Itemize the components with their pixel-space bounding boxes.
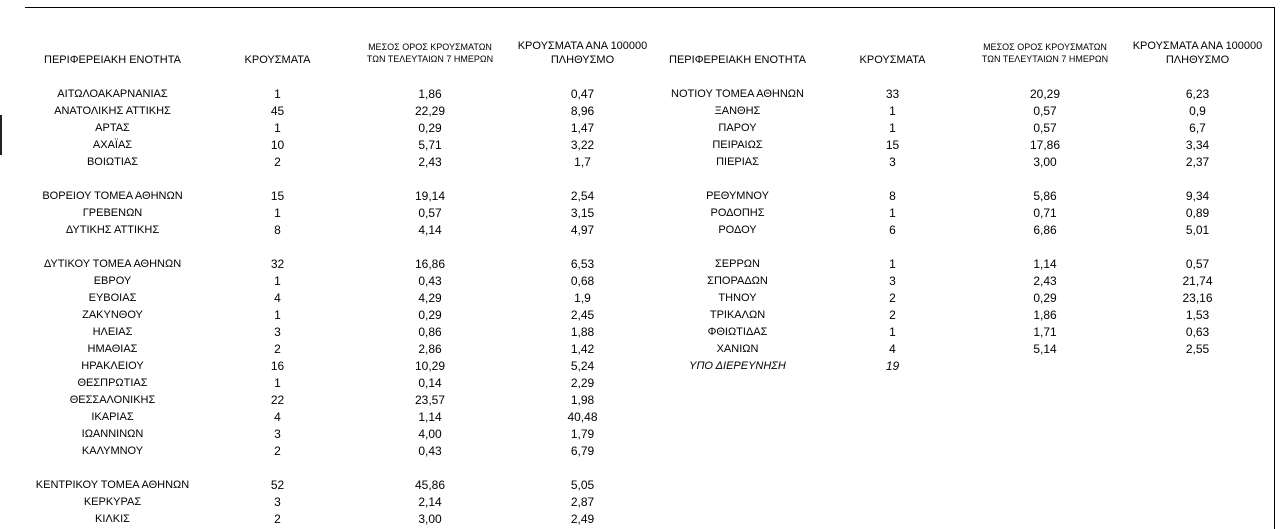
right-cell-per100k: 3,34 — [1185, 138, 1210, 152]
left-cell-region: ΒΟΙΩΤΙΑΣ — [86, 156, 139, 168]
header-avg7-line1: ΜΕΣΟΣ ΟΡΟΣ ΚΡΟΥΣΜΑΤΩΝ — [983, 42, 1107, 52]
left-cell-avg7: 0,86 — [418, 325, 442, 339]
left-cell-avg7: 0,43 — [418, 274, 442, 288]
right-cell-avg7: 0,71 — [1033, 206, 1057, 220]
left-cell-cases: 16 — [270, 359, 285, 373]
left-cell-per100k: 0,47 — [570, 87, 595, 101]
header-avg7-left — [350, 41, 510, 65]
right-cell-cases: 15 — [885, 138, 900, 152]
right-cell-per100k: 9,34 — [1185, 189, 1210, 203]
left-cell-region: ΕΥΒΟΙΑΣ — [88, 292, 137, 304]
right-cell-avg7: 6,86 — [1033, 223, 1057, 237]
left-cell-per100k: 1,98 — [570, 393, 595, 407]
left-cell-avg7: 0,29 — [418, 121, 442, 135]
left-cell-avg7: 45,86 — [414, 478, 446, 492]
right-cell-region: ΣΠΟΡΑΔΩΝ — [707, 275, 768, 287]
left-cell-cases: 1 — [274, 274, 281, 288]
left-cell-per100k: 4,97 — [570, 223, 595, 237]
left-cell-region: ΚΑΛΥΜΝΟΥ — [81, 445, 144, 457]
right-cell-cases: 1 — [889, 325, 896, 339]
header-region-right: ΠΕΡΙΦΕΡΕΙΑΚΗ ΕΝΟΤΗΤΑ — [669, 54, 806, 66]
left-cell-cases: 3 — [274, 495, 281, 509]
left-cell-per100k: 6,79 — [570, 444, 595, 458]
left-cell-cases: 2 — [274, 155, 281, 169]
right-cell-cases: 6 — [889, 223, 896, 237]
left-cell-cases: 8 — [274, 223, 281, 237]
right-cell-per100k: 0,9 — [1189, 104, 1206, 118]
left-cell-avg7: 4,29 — [418, 291, 442, 305]
left-cell-region: ΗΜΑΘΙΑΣ — [87, 343, 138, 355]
left-cell-region: ΔΥΤΙΚΗΣ ΑΤΤΙΚΗΣ — [65, 224, 160, 236]
left-cell-cases: 52 — [270, 478, 285, 492]
header-per100k-left — [500, 39, 665, 67]
left-cell-cases: 10 — [270, 138, 285, 152]
right-cell-region: ΤΡΙΚΑΛΩΝ — [709, 309, 766, 321]
left-cell-per100k: 2,54 — [570, 189, 595, 203]
right-cell-cases: 1 — [889, 104, 896, 118]
right-cell-region: ΦΘΙΩΤΙΔΑΣ — [707, 326, 768, 338]
left-cell-cases: 1 — [274, 308, 281, 322]
left-cell-cases: 1 — [274, 87, 281, 101]
header-cases-right: ΚΡΟΥΣΜΑΤΑ — [859, 54, 926, 66]
left-cell-avg7: 2,14 — [418, 495, 442, 509]
right-cell-per100k: 1,53 — [1185, 308, 1210, 322]
right-cell-per100k: 2,55 — [1185, 342, 1210, 356]
right-cell-cases: 19 — [885, 359, 900, 373]
left-cell-region: ΚΙΛΚΙΣ — [95, 513, 130, 525]
left-cell-cases: 15 — [270, 189, 285, 203]
right-cell-avg7: 0,57 — [1033, 104, 1057, 118]
right-cell-avg7: 1,86 — [1033, 308, 1057, 322]
top-border-rule — [25, 7, 1275, 8]
left-cell-region: ΘΕΣΣΑΛΟΝΙΚΗΣ — [69, 394, 156, 406]
right-cell-avg7: 3,00 — [1033, 155, 1057, 169]
left-cell-avg7: 16,86 — [414, 257, 446, 271]
left-cell-per100k: 8,96 — [570, 104, 595, 118]
left-cell-per100k: 2,49 — [570, 512, 595, 526]
right-cell-cases: 3 — [889, 155, 896, 169]
left-cell-per100k: 1,79 — [570, 427, 595, 441]
right-cell-per100k: 0,63 — [1185, 325, 1210, 339]
left-cell-cases: 2 — [274, 342, 281, 356]
left-cell-cases: 3 — [274, 325, 281, 339]
left-cell-avg7: 0,43 — [418, 444, 442, 458]
left-cell-region: ΑΡΤΑΣ — [95, 122, 130, 134]
right-cell-per100k: 6,7 — [1189, 121, 1206, 135]
header-region-left: ΠΕΡΙΦΕΡΕΙΑΚΗ ΕΝΟΤΗΤΑ — [44, 54, 181, 66]
right-cell-cases: 1 — [889, 121, 896, 135]
header-avg7-line2: ΤΩΝ ΤΕΛΕΥΤΑΙΩΝ 7 ΗΜΕΡΩΝ — [366, 54, 494, 64]
left-cell-cases: 1 — [274, 206, 281, 220]
header-avg7-right — [965, 41, 1125, 65]
left-cell-cases: 1 — [274, 121, 281, 135]
left-cell-per100k: 1,42 — [570, 342, 595, 356]
left-cell-region: ΓΡΕΒΕΝΩΝ — [82, 207, 143, 219]
left-cell-per100k: 40,48 — [567, 410, 598, 424]
right-cell-avg7: 2,43 — [1033, 274, 1057, 288]
left-cell-region: ΕΒΡΟΥ — [93, 275, 132, 287]
right-cell-avg7: 0,29 — [1033, 291, 1057, 305]
right-cell-region: ΧΑΝΙΩΝ — [716, 343, 759, 355]
left-cell-avg7: 10,29 — [414, 359, 446, 373]
right-cell-region: ΠΕΙΡΑΙΩΣ — [712, 139, 763, 151]
left-cell-region: ΗΛΕΙΑΣ — [92, 326, 133, 338]
right-cell-per100k: 23,16 — [1182, 291, 1213, 305]
right-cell-region: ΥΠΟ ΔΙΕΡΕΥΝΗΣΗ — [689, 360, 786, 372]
left-cell-region: ΚΕΡΚΥΡΑΣ — [83, 496, 142, 508]
left-cell-avg7: 4,00 — [418, 427, 442, 441]
right-cell-avg7: 0,57 — [1033, 121, 1057, 135]
right-cell-avg7: 1,71 — [1033, 325, 1057, 339]
header-avg7-line1: ΜΕΣΟΣ ΟΡΟΣ ΚΡΟΥΣΜΑΤΩΝ — [368, 42, 492, 52]
right-cell-per100k: 5,01 — [1185, 223, 1210, 237]
right-cell-region: ΞΑΝΘΗΣ — [714, 105, 761, 117]
left-cell-avg7: 2,86 — [418, 342, 442, 356]
right-cell-region: ΡΕΘΥΜΝΟΥ — [706, 190, 769, 202]
left-cell-avg7: 0,57 — [418, 206, 442, 220]
left-cell-cases: 3 — [274, 427, 281, 441]
left-cell-per100k: 1,9 — [574, 291, 591, 305]
left-cell-cases: 2 — [274, 512, 281, 526]
left-cell-per100k: 3,22 — [570, 138, 595, 152]
right-cell-region: ΤΗΝΟΥ — [718, 292, 757, 304]
left-cell-region: ΙΚΑΡΙΑΣ — [91, 411, 134, 423]
right-cell-avg7: 5,86 — [1033, 189, 1057, 203]
left-cell-region: ΒΟΡΕΙΟΥ ΤΟΜΕΑ ΑΘΗΝΩΝ — [42, 190, 183, 202]
right-cell-cases: 8 — [889, 189, 896, 203]
left-cell-per100k: 2,45 — [570, 308, 595, 322]
right-cell-avg7: 17,86 — [1029, 138, 1061, 152]
left-cell-per100k: 2,87 — [570, 495, 595, 509]
left-cell-cases: 45 — [270, 104, 285, 118]
left-cell-cases: 2 — [274, 444, 281, 458]
right-cell-cases: 4 — [889, 342, 896, 356]
left-cell-per100k: 5,05 — [570, 478, 595, 492]
right-cell-cases: 3 — [889, 274, 896, 288]
right-cell-per100k: 6,23 — [1185, 87, 1210, 101]
right-cell-region: ΝΟΤΙΟΥ ΤΟΜΕΑ ΑΘΗΝΩΝ — [671, 88, 804, 100]
right-cell-per100k: 21,74 — [1182, 274, 1213, 288]
right-cell-region: ΠΑΡΟΥ — [718, 122, 757, 134]
left-cell-per100k: 6,53 — [570, 257, 595, 271]
left-cell-region: ΖΑΚΥΝΘΟΥ — [82, 309, 143, 321]
left-cell-avg7: 2,43 — [418, 155, 442, 169]
left-cell-region: ΘΕΣΠΡΩΤΙΑΣ — [77, 377, 148, 389]
left-cell-region: ΑΝΑΤΟΛΙΚΗΣ ΑΤΤΙΚΗΣ — [54, 105, 171, 117]
left-cell-region: ΑΧΑΪΑΣ — [92, 139, 133, 151]
left-cell-region: ΑΙΤΩΛΟΑΚΑΡΝΑΝΙΑΣ — [57, 88, 168, 100]
right-cell-region: ΠΙΕΡΙΑΣ — [716, 156, 759, 168]
left-cell-avg7: 4,14 — [418, 223, 442, 237]
header-per100k-line1: ΚΡΟΥΣΜΑΤΑ ΑΝΑ 100000 — [1132, 40, 1263, 52]
header-per100k-right — [1115, 39, 1280, 67]
right-cell-avg7: 1,14 — [1033, 257, 1057, 271]
left-edge-mark — [0, 115, 2, 155]
right-cell-per100k: 0,89 — [1185, 206, 1210, 220]
right-cell-cases: 2 — [889, 308, 896, 322]
header-avg7-line2: ΤΩΝ ΤΕΛΕΥΤΑΙΩΝ 7 ΗΜΕΡΩΝ — [981, 54, 1109, 64]
left-cell-cases: 4 — [274, 410, 281, 424]
right-cell-per100k: 0,57 — [1185, 257, 1210, 271]
right-cell-per100k: 2,37 — [1185, 155, 1210, 169]
left-cell-cases: 1 — [274, 376, 281, 390]
left-cell-per100k: 1,88 — [570, 325, 595, 339]
header-cases-left: ΚΡΟΥΣΜΑΤΑ — [244, 54, 311, 66]
left-cell-avg7: 1,14 — [418, 410, 442, 424]
left-cell-avg7: 22,29 — [414, 104, 446, 118]
right-cell-region: ΡΟΔΟΠΗΣ — [710, 207, 765, 219]
left-cell-cases: 32 — [270, 257, 285, 271]
right-cell-region: ΡΟΔΟΥ — [718, 224, 757, 236]
left-cell-avg7: 1,86 — [418, 87, 442, 101]
left-cell-region: ΚΕΝΤΡΙΚΟΥ ΤΟΜΕΑ ΑΘΗΝΩΝ — [35, 479, 190, 491]
left-cell-region: ΙΩΑΝΝΙΝΩΝ — [81, 428, 144, 440]
header-per100k-line1: ΚΡΟΥΣΜΑΤΑ ΑΝΑ 100000 — [517, 40, 648, 52]
left-cell-avg7: 23,57 — [414, 393, 446, 407]
left-cell-per100k: 1,7 — [574, 155, 591, 169]
header-per100k-line2: ΠΛΗΘΥΣΜΟ — [1165, 54, 1230, 66]
left-cell-per100k: 5,24 — [570, 359, 595, 373]
left-cell-region: ΔΥΤΙΚΟΥ ΤΟΜΕΑ ΑΘΗΝΩΝ — [43, 258, 182, 270]
left-cell-per100k: 2,29 — [570, 376, 595, 390]
right-cell-cases: 2 — [889, 291, 896, 305]
right-cell-cases: 1 — [889, 257, 896, 271]
left-cell-region: ΗΡΑΚΛΕΙΟΥ — [81, 360, 144, 372]
left-cell-per100k: 0,68 — [570, 274, 595, 288]
right-cell-avg7: 5,14 — [1033, 342, 1057, 356]
header-per100k-line2: ΠΛΗΘΥΣΜΟ — [550, 54, 615, 66]
left-cell-avg7: 19,14 — [414, 189, 446, 203]
right-cell-region: ΣΕΡΡΩΝ — [715, 258, 760, 270]
left-cell-avg7: 0,14 — [418, 376, 442, 390]
left-cell-cases: 4 — [274, 291, 281, 305]
left-cell-per100k: 3,15 — [570, 206, 595, 220]
left-cell-avg7: 3,00 — [418, 512, 442, 526]
left-cell-per100k: 1,47 — [570, 121, 595, 135]
left-cell-avg7: 0,29 — [418, 308, 442, 322]
right-cell-cases: 33 — [885, 87, 900, 101]
right-cell-cases: 1 — [889, 206, 896, 220]
right-cell-avg7: 20,29 — [1029, 87, 1061, 101]
left-cell-cases: 22 — [270, 393, 285, 407]
left-cell-avg7: 5,71 — [418, 138, 442, 152]
